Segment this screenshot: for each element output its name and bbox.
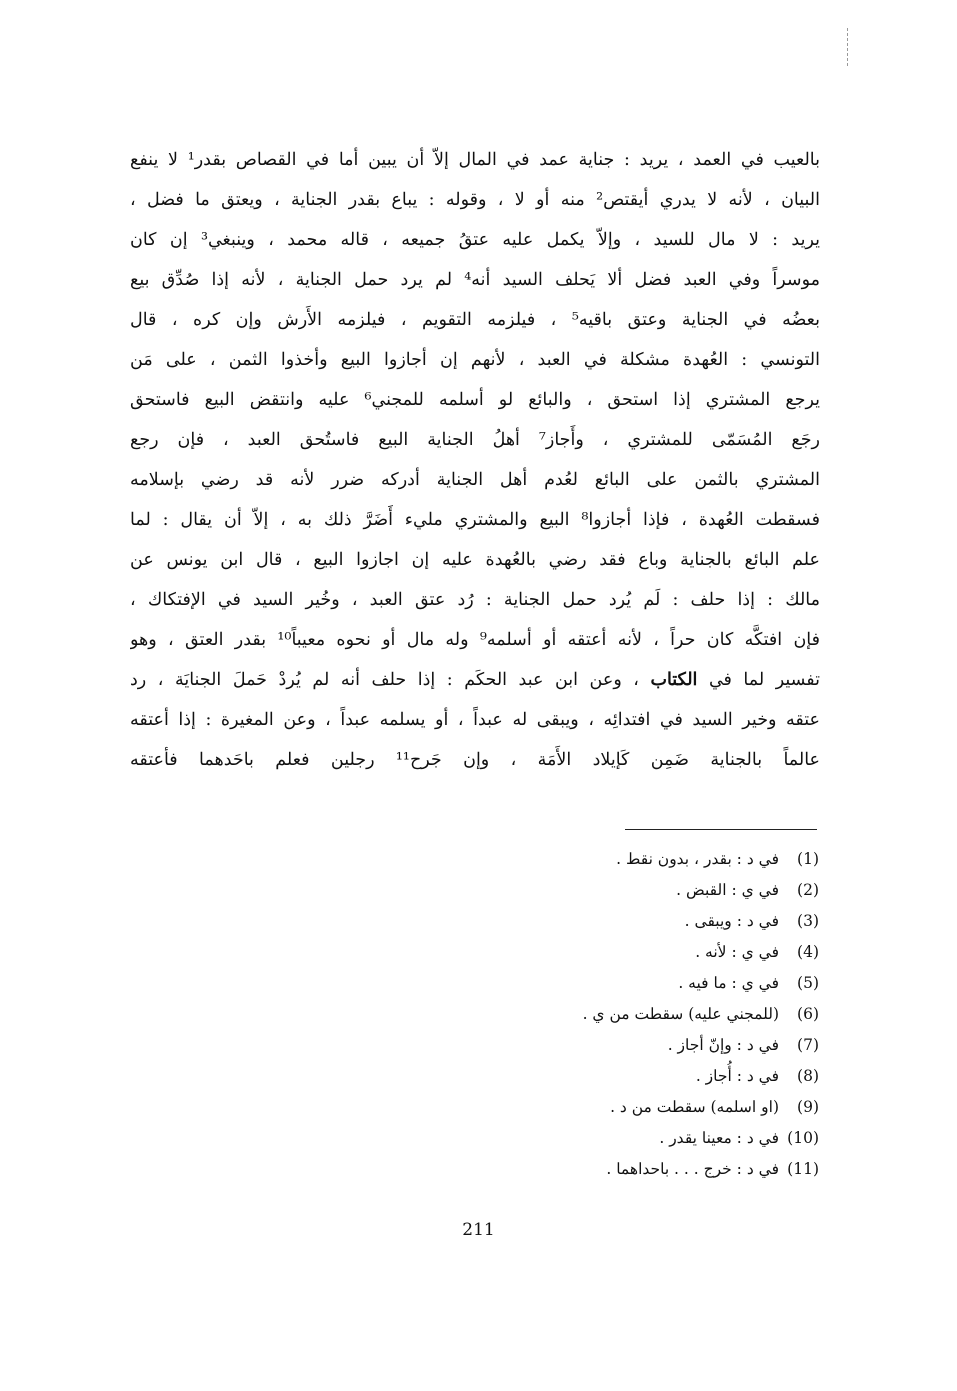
footnote-item [399,906,819,937]
footnote-number: (3) [797,912,819,930]
footnote-number: (1) [797,850,819,868]
text-line: بالعيب في العمد ، يريد : جناية عمد في المال إلاّ أن يبين أما في القصاص بقدر¹ لا ينفع [130,150,820,170]
footnote-text: في د : وإنّ أجاز . [667,1036,779,1054]
text-run: تفسير لما في [697,670,820,690]
footnote-item [399,1092,819,1123]
footnote-item [399,968,819,999]
footnote-number: (4) [797,943,819,961]
text-line: البيان ، لأنه لا يدري أيقتص² منه أو لا ، وقوله : يباع بقدر الجناية ، ويعتق ما فضل ، [130,190,820,210]
footnote-number: (7) [797,1036,819,1054]
text-run: ، وعن ابن عبد الحكَم : إذا حلف أنه لم يُردْ حَملَ الجنايَة ، رد [130,670,651,690]
text-line: مالك : إذا حلف : لَم يُرد حمل الجناية : رُد عتق العبد ، وخُير السيد في الإفتكاك ، [130,590,820,610]
footnote-text: في ي : القبض . [676,881,779,899]
footnote-number: (6) [797,1005,819,1023]
footnote-text: (او اسلمه) سقطت من د . [610,1098,779,1116]
scan-mark [847,28,849,66]
main-text-block [130,140,820,780]
footnote-text: في د : خرج . . . باحداهما . [606,1160,779,1178]
bold-term: الكتاب [650,670,698,690]
text-line: فإن افتكَّه كان حراً ، لأنه أعتقه أو أسلمه⁹ وله مال أو نحوه معيباً¹⁰ بقدر العتق ، وهو [130,630,820,650]
text-line: عتقه وخير السيد في افتدائِه ، ويبقى له عبداً ، أو يسلمه عبداً ، وعن المغيرة : إذا أعتقه [130,710,820,730]
footnote-item [399,844,819,875]
footnote-text: في ي : لأنه . [695,943,779,961]
text-line: فسقطت العُهدة ، فإذا أجازوا⁸ البيع والمشتري مليء أَضَرَّ ذلك به ، إلاّ أن يقال : لما [130,510,820,530]
text-line: التونسي : العُهدة مشكلة في العبد ، لأنهم إن أجازوا البيع وأخذوا الثمن ، على مَن [130,350,820,370]
footnote-item [399,875,819,906]
page-number: 211 [462,1220,495,1240]
footnote-text: في د : ويبقى . [684,912,779,930]
text-line: عالماً بالجناية ضَمِن كَإيلاد الأَمَة ، وإن جَرح¹¹ رجلين فعلم باحَدهما فأعتقه [130,750,820,770]
footnote-number: (10) [787,1129,819,1147]
footnote-item [399,1061,819,1092]
footnote-text: (للمجني عليه) سقطت من ي . [582,1005,779,1023]
text-line: رجَع المُسَمّى للمشتري ، وأَجاز⁷ أهلُ الجناية البيع فاستُحق العبد ، فإن رجع [130,430,820,450]
footnote-text: في ي : ما فيه . [678,974,779,992]
footnote-text: في د : معينا يقدر . [659,1129,779,1147]
footnote-number: (9) [797,1098,819,1116]
footnote-number: (2) [797,881,819,899]
footnote-text: في د : بقدر ، بدون نقط . [616,850,779,868]
text-line: بعضُه في الجناية وعتق باقيه⁵ ، فيلزمه التقويم ، فيلزمه الأَرش وإن كره ، قال [130,310,820,330]
footnote-item [399,1154,819,1185]
text-line: يرجع المشتري إذا استحق ، والبائع لو أسلمه للمجني⁶ عليه وانتقض البيع فاستحق [130,390,820,410]
footnote-item [399,937,819,968]
footnote-separator [625,829,817,830]
text-line: موسراً وفي العبد فضل ألا يَحلف السيد أنه⁴ لم يرد حمل الجناية ، لأنه إذا صُدِّق بيع [130,270,820,290]
footnote-text: في د : أُجاز . [695,1067,779,1085]
footnote-number: (8) [797,1067,819,1085]
footnote-item [399,1123,819,1154]
footnote-item [399,1030,819,1061]
text-line: علم البائع بالجناية وباع فقد رضي بالعُهدة عليه إن اجازوا البيع ، قال ابن يونس عن [130,550,820,570]
footnote-number: (11) [787,1160,819,1178]
footnote-number: (5) [797,974,819,992]
text-line-with-bold [130,660,820,700]
text-line: المشتري بالثمن على البائع لعُدم أهل الجناية أدركه ضرر لأنه قد رضي بإسلامه [130,470,820,490]
footnote-item [399,999,819,1030]
footnotes-list [399,844,819,1185]
text-line: يريد : لا مال للسيد ، وإلاّ يكمل عليه عتقُ جميعه ، قاله محمد ، وينبغي³ إن كان [130,230,820,250]
